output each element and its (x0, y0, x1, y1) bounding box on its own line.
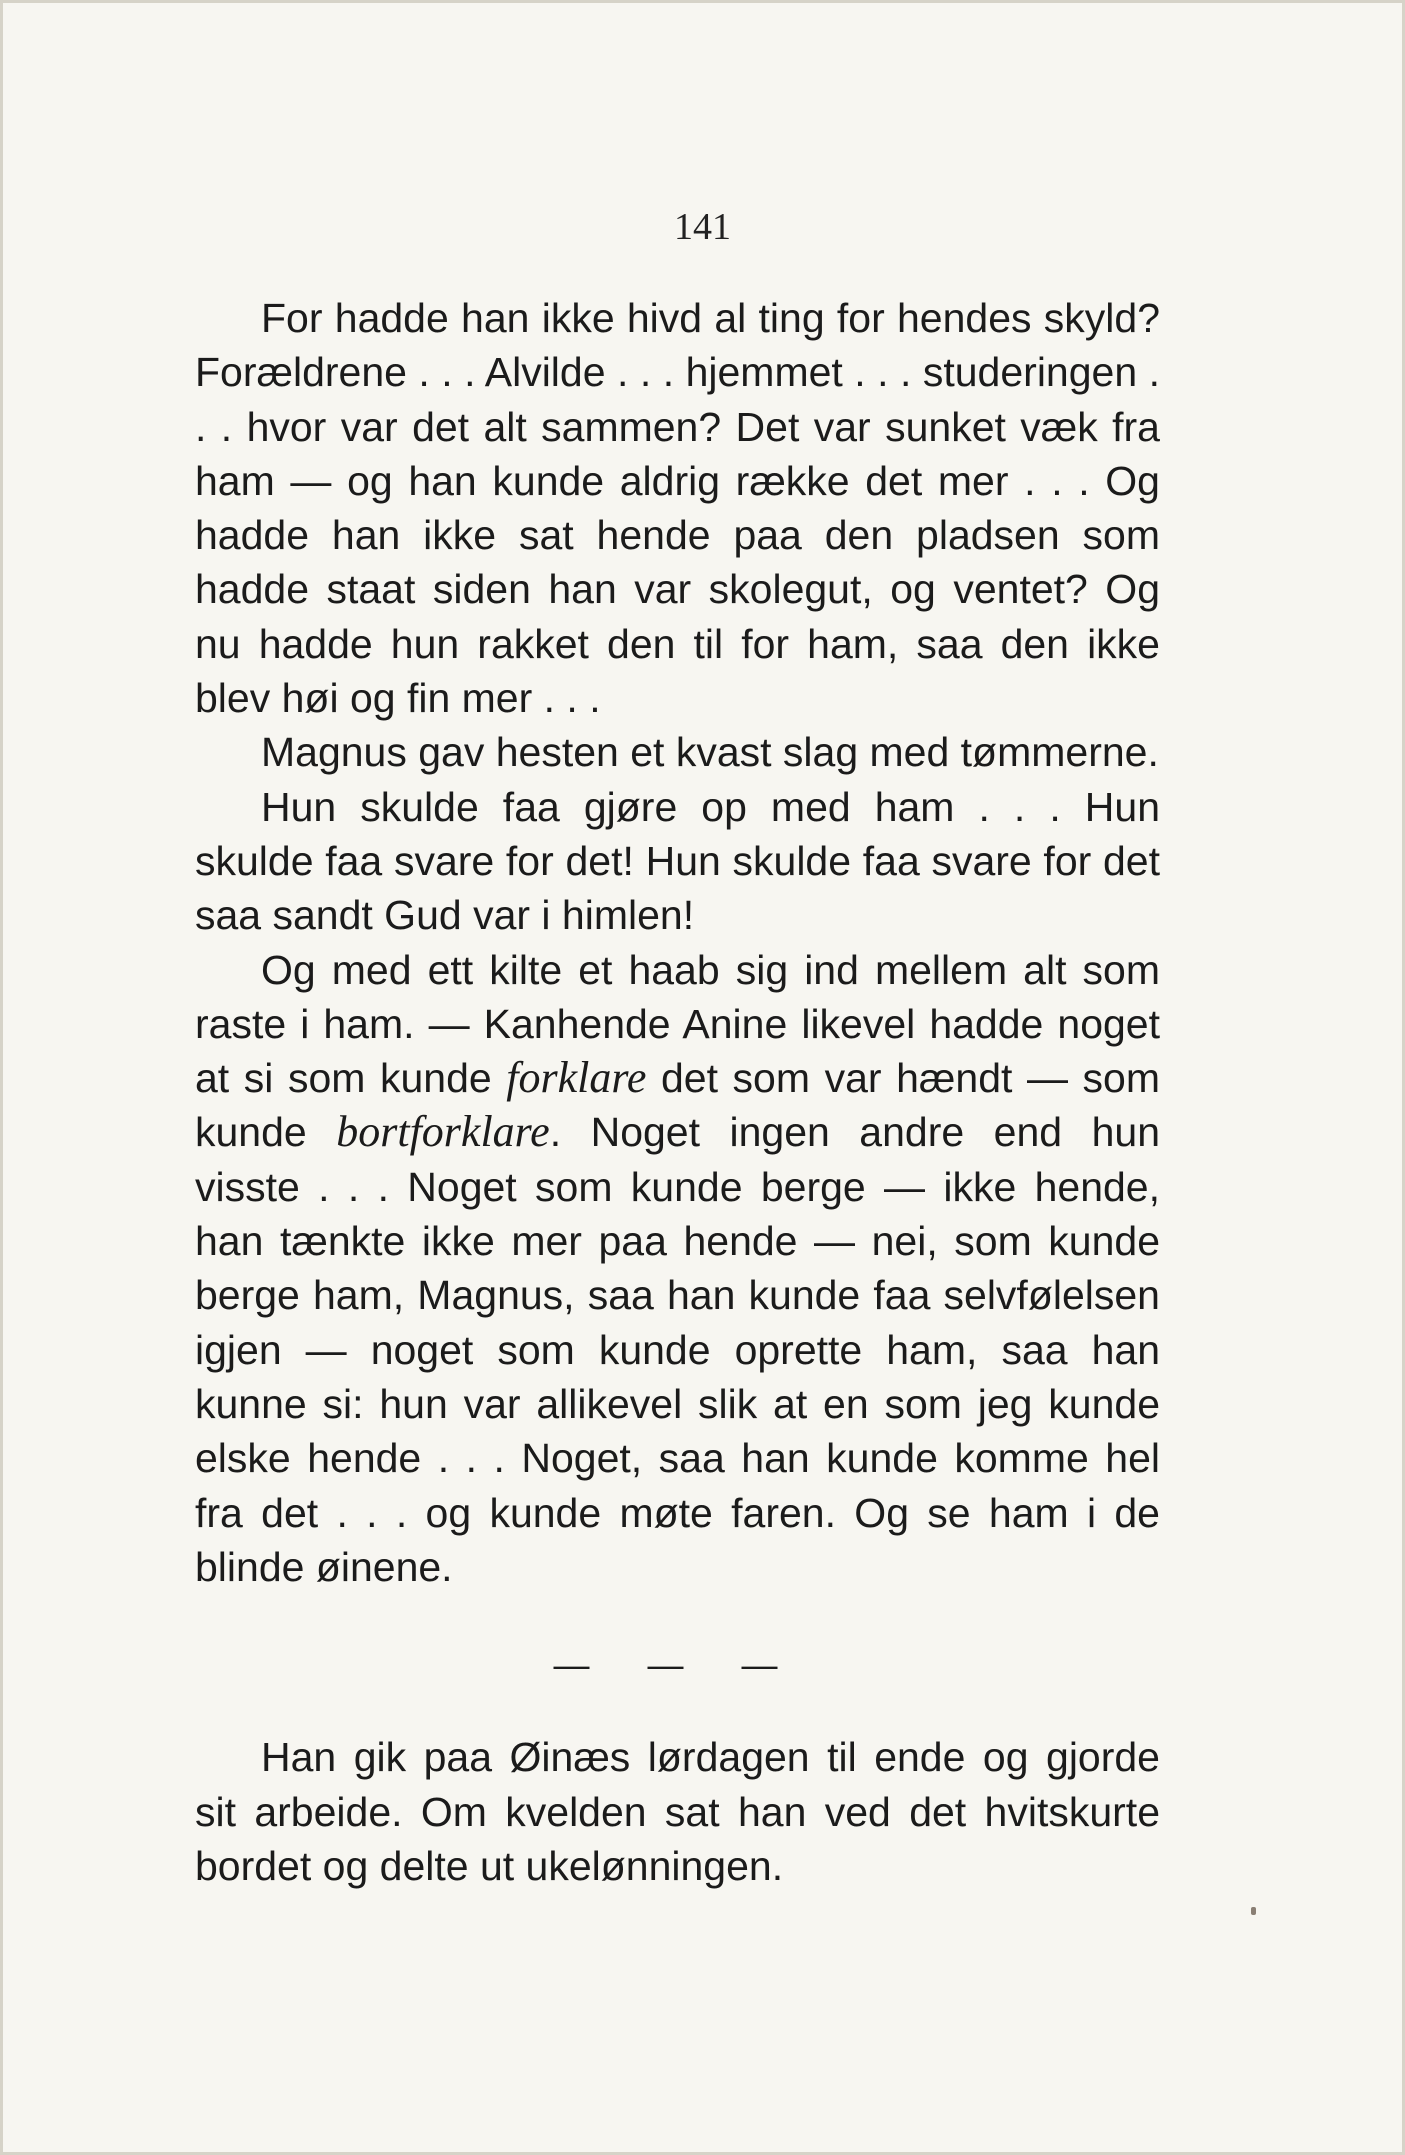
paragraph (195, 291, 1160, 725)
emphasis-text: forklare (506, 1053, 647, 1103)
page-number: 141 (674, 206, 731, 248)
paragraph-text: det som var hændt — som kunde (195, 1055, 1160, 1156)
paragraph-text: Magnus gav hesten et kvast slag med tømmerne. (261, 729, 1159, 776)
paragraph-text: For hadde han ikke hivd al ting for hendes skyld? Forældrene . . . Alvilde . . . hjemmet . . . studeringen . . . hvor var det alt sammen? Det var sunket væk fra ham — og han kunde aldrig række det mer . . . Og hadde han ikke sat hende paa den pladsen som hadde staat siden han var skolegut, og ventet? Og nu hadde hun rakket den til for ham, saa den ikke blev høi og fin mer . . . (195, 295, 1160, 722)
paragraph-text: Han gik paa Øinæs lørdagen til ende og gjorde sit arbeide. Om kvelden sat han ved det hvitskurte bordet og delte ut ukelønningen. (195, 1734, 1160, 1890)
paragraph (195, 1730, 1160, 1893)
paragraph (195, 943, 1160, 1595)
emphasis-text: bortforklare (336, 1107, 550, 1157)
paper-speck (1251, 1907, 1256, 1915)
paragraph (195, 780, 1160, 943)
paragraph-text: Hun skulde faa gjøre op med ham . . . Hun skulde faa svare for det! Hun skulde faa svare for det saa sandt Gud var i himlen! (195, 783, 1160, 939)
paragraph-text: Og med ett kilte et haab sig ind mellem alt som raste i ham. — Kanhende Anine likevel hadde noget at si som kunde (195, 946, 1160, 1102)
paragraph-text: . Noget ingen andre end hun visste . . . Noget som kunde berge — ikke hende, han tænkte ikke mer paa hende — nei, som kunde berge ham, Magnus, saa han kunde faa selvfølelsen igjen — noget som kunde oprette ham, saa han kunne si: hun var allikevel slik at en som jeg kunde elske hende . . . Noget, saa han kunde komme hel fra det . . . og kunde møte faren. Og se ham i de blinde øinene. (195, 1109, 1160, 1590)
paragraph (195, 725, 1160, 779)
section-separator: — — — (553, 1644, 802, 1686)
body-text (195, 291, 1160, 1893)
